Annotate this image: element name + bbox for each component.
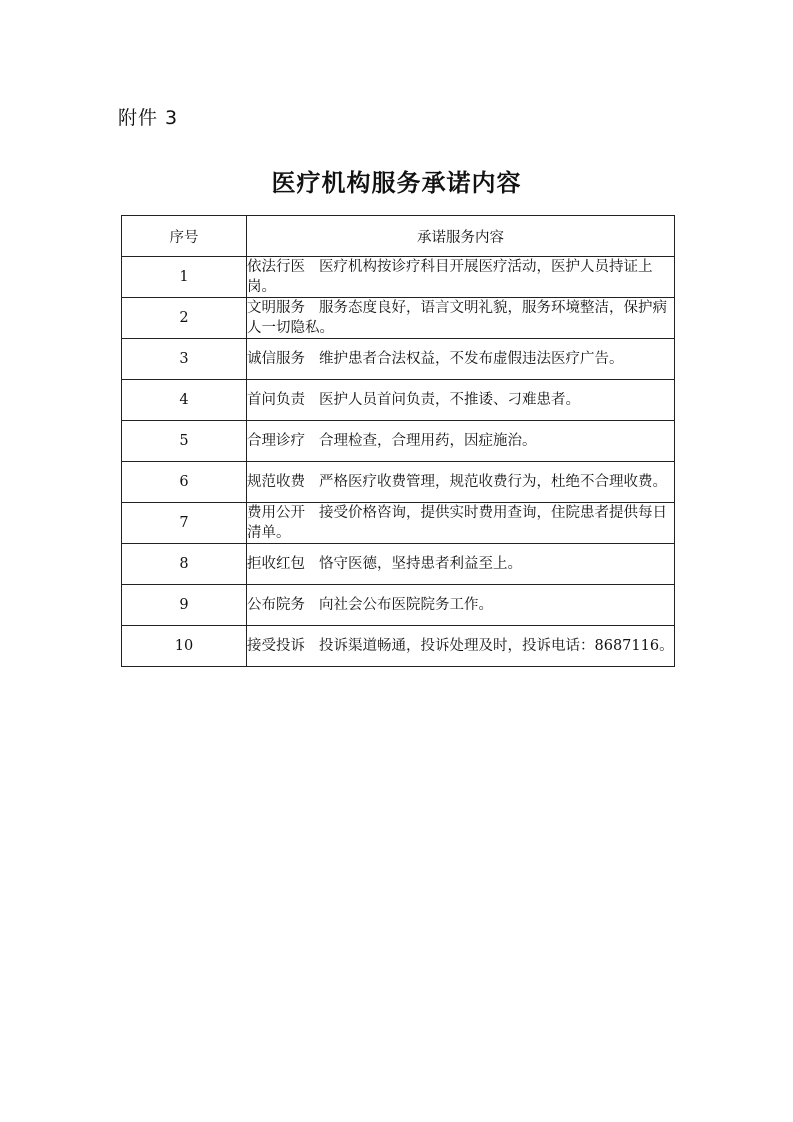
row-content xyxy=(247,503,675,544)
row-number: 10 xyxy=(122,626,247,667)
row-text: 恪守医德，坚持患者利益至上。 xyxy=(319,556,522,572)
row-content xyxy=(247,544,675,585)
row-number: 9 xyxy=(122,585,247,626)
table-row xyxy=(122,298,675,339)
row-text: 接受价格咨询，提供实时费用查询，住院患者提供每日清单。 xyxy=(247,505,667,541)
table-row xyxy=(122,544,675,585)
row-text: 投诉渠道畅通，投诉处理及时，投诉电话：8687116。 xyxy=(319,638,674,654)
row-content xyxy=(247,339,675,380)
row-text: 严格医疗收费管理，规范收费行为，杜绝不合理收费。 xyxy=(319,474,667,490)
row-number: 8 xyxy=(122,544,247,585)
table-row xyxy=(122,257,675,298)
row-content xyxy=(247,585,675,626)
table-row xyxy=(122,585,675,626)
row-category: 文明服务 xyxy=(247,300,305,316)
row-text: 合理检查，合理用药，因症施治。 xyxy=(319,433,537,449)
table-row xyxy=(122,462,675,503)
row-category: 规范收费 xyxy=(247,474,305,490)
header-number: 序号 xyxy=(122,216,247,257)
table-row xyxy=(122,503,675,544)
row-content xyxy=(247,257,675,298)
row-number: 2 xyxy=(122,298,247,339)
table-row xyxy=(122,421,675,462)
row-number: 3 xyxy=(122,339,247,380)
row-content xyxy=(247,298,675,339)
row-category: 诚信服务 xyxy=(247,351,305,367)
row-category: 合理诊疗 xyxy=(247,433,305,449)
table-row xyxy=(122,339,675,380)
row-content xyxy=(247,421,675,462)
row-category: 费用公开 xyxy=(247,505,305,521)
row-number: 4 xyxy=(122,380,247,421)
header-content: 承诺服务内容 xyxy=(247,216,675,257)
row-number: 5 xyxy=(122,421,247,462)
row-text: 服务态度良好，语言文明礼貌，服务环境整洁，保护病人一切隐私。 xyxy=(247,300,667,336)
row-category: 接受投诉 xyxy=(247,638,305,654)
table-row xyxy=(122,380,675,421)
row-number: 7 xyxy=(122,503,247,544)
row-text: 医疗机构按诊疗科目开展医疗活动，医护人员持证上岗。 xyxy=(247,259,653,295)
attachment-label: 附件 3 xyxy=(118,107,179,129)
row-content xyxy=(247,380,675,421)
row-number: 1 xyxy=(122,257,247,298)
table-row xyxy=(122,626,675,667)
service-commitments-table xyxy=(121,215,675,667)
row-text: 向社会公布医院院务工作。 xyxy=(319,597,493,613)
row-number: 6 xyxy=(122,462,247,503)
row-content xyxy=(247,626,675,667)
row-content xyxy=(247,462,675,503)
row-category: 拒收红包 xyxy=(247,556,305,572)
row-text: 维护患者合法权益，不发布虚假违法医疗广告。 xyxy=(319,351,624,367)
row-category: 依法行医 xyxy=(247,259,305,275)
table-header-row xyxy=(122,216,675,257)
row-category: 公布院务 xyxy=(247,597,305,613)
row-category: 首问负责 xyxy=(247,392,305,408)
document-title: 医疗机构服务承诺内容 xyxy=(271,168,522,197)
row-text: 医护人员首问负责，不推诿、刁难患者。 xyxy=(319,392,580,408)
